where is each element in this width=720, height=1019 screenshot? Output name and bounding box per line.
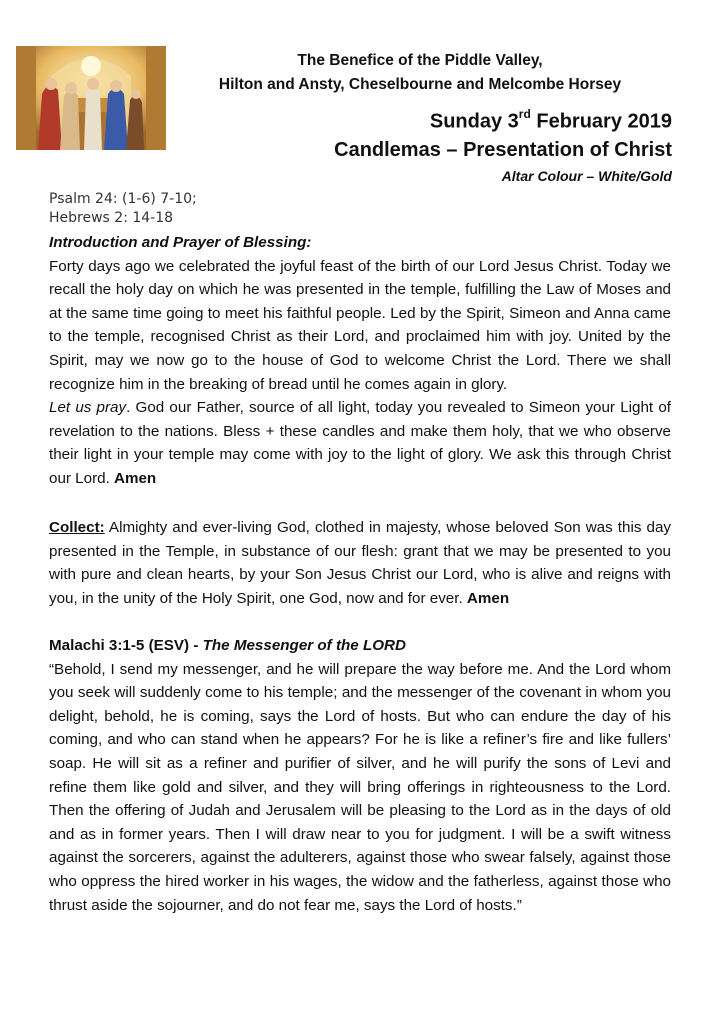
collect-amen: Amen [466,589,510,607]
epistle-reference: Hebrews 2: 14-18 [49,210,174,226]
prayer-text: . God our Father, source of all light, today you revealed to Simeon your Light of revelation to the nations. Bless + these candles and make them holy, that we who observe their light in your temple may come with joy to the light of glory. We ask this through Christ our Lord. [49,399,671,487]
date-prefix: Sunday 3 [429,110,519,133]
feast-title: Candlemas – Presentation of Christ [334,139,672,161]
reading-heading [49,634,671,658]
altar-colour: Altar Colour – White/Gold [501,168,672,184]
painting-illustration [16,46,166,150]
blessing-prayer [49,396,671,490]
reading-text: “Behold, I send my messenger, and he will prepare the way before me. And the Lord whom you seek will suddenly come to his temple; and the messenger of the covenant in whom you delight, behold, he is coming, says the Lord of hosts. But who can endure the day of his coming, and who can stand when he appears? For he is like a refiner’s fire and like fullers’ soap. He will sit as a refiner and purifier of silver, and he will purify the sons of Levi and refine them like gold and silver, and they will bring offerings in righteousness to the Lord. Then the offering of Judah and Jerusalem will be pleasing to the Lord as in the days of old and as in former years. Then I will draw near to you for judgment. I will be a swift witness against the sorcerers, against the adulterers, against those who swear falsely, against those who oppress the hired worker in his wages, the widow and the fatherless, against those who thrust aside the sojourner, and do not fear me, says the Lord of hosts.” [49,660,671,914]
collect-label: Collect: [49,519,105,536]
parishes-subtitle: Hilton and Ansty, Cheselbourne and Melcombe Horsey [218,76,622,93]
reading-reference: Malachi 3:1-5 (ESV) - [49,637,203,654]
date-ordinal-suffix: rd [518,107,531,121]
psalm-reference: Psalm 24: (1-6) 7-10; [49,191,197,207]
collect-text: Almighty and ever-living God, clothed in majesty, whose beloved Son was this day presented in the Temple, in substance of our flesh: grant that we may be presented to you with pure and clean hearts, by your Son Jesus Christ our Lord, who is alive and reigns with you, in the unity of the Holy Spirit, one God, now and for ever. [49,519,671,607]
service-date [430,109,672,134]
collect-paragraph [49,516,671,610]
reading-title: The Messenger of the LORD [202,637,406,654]
presentation-of-christ-painting [16,46,166,150]
old-testament-reading [49,634,671,917]
benefice-title: The Benefice of the Piddle Valley, [297,52,543,69]
prayer-amen: Amen [114,469,157,487]
collect-section [49,516,671,610]
introduction-section [49,231,671,491]
introduction-heading: Introduction and Prayer of Blessing: [49,234,312,251]
prayer-lead: Let us pray [49,399,127,417]
introduction-text: Forty days ago we celebrated the joyful feast of the birth of our Lord Jesus Christ. Today we recall the holy day on which he was presented in the temple, fulfilling the Law of Moses and at the same time going to meet his faithful people. Led by the Spirit, Simeon and Anna came to the temple, recognised Christ as their Lord, and proclaimed him with joy. United by the Spirit, may we now go to the house of God to welcome Christ the Lord. There we shall recognize him in the breaking of bread until he comes again in glory. [49,257,671,393]
date-suffix: February 2019 [530,110,672,133]
readings-list [49,190,197,228]
